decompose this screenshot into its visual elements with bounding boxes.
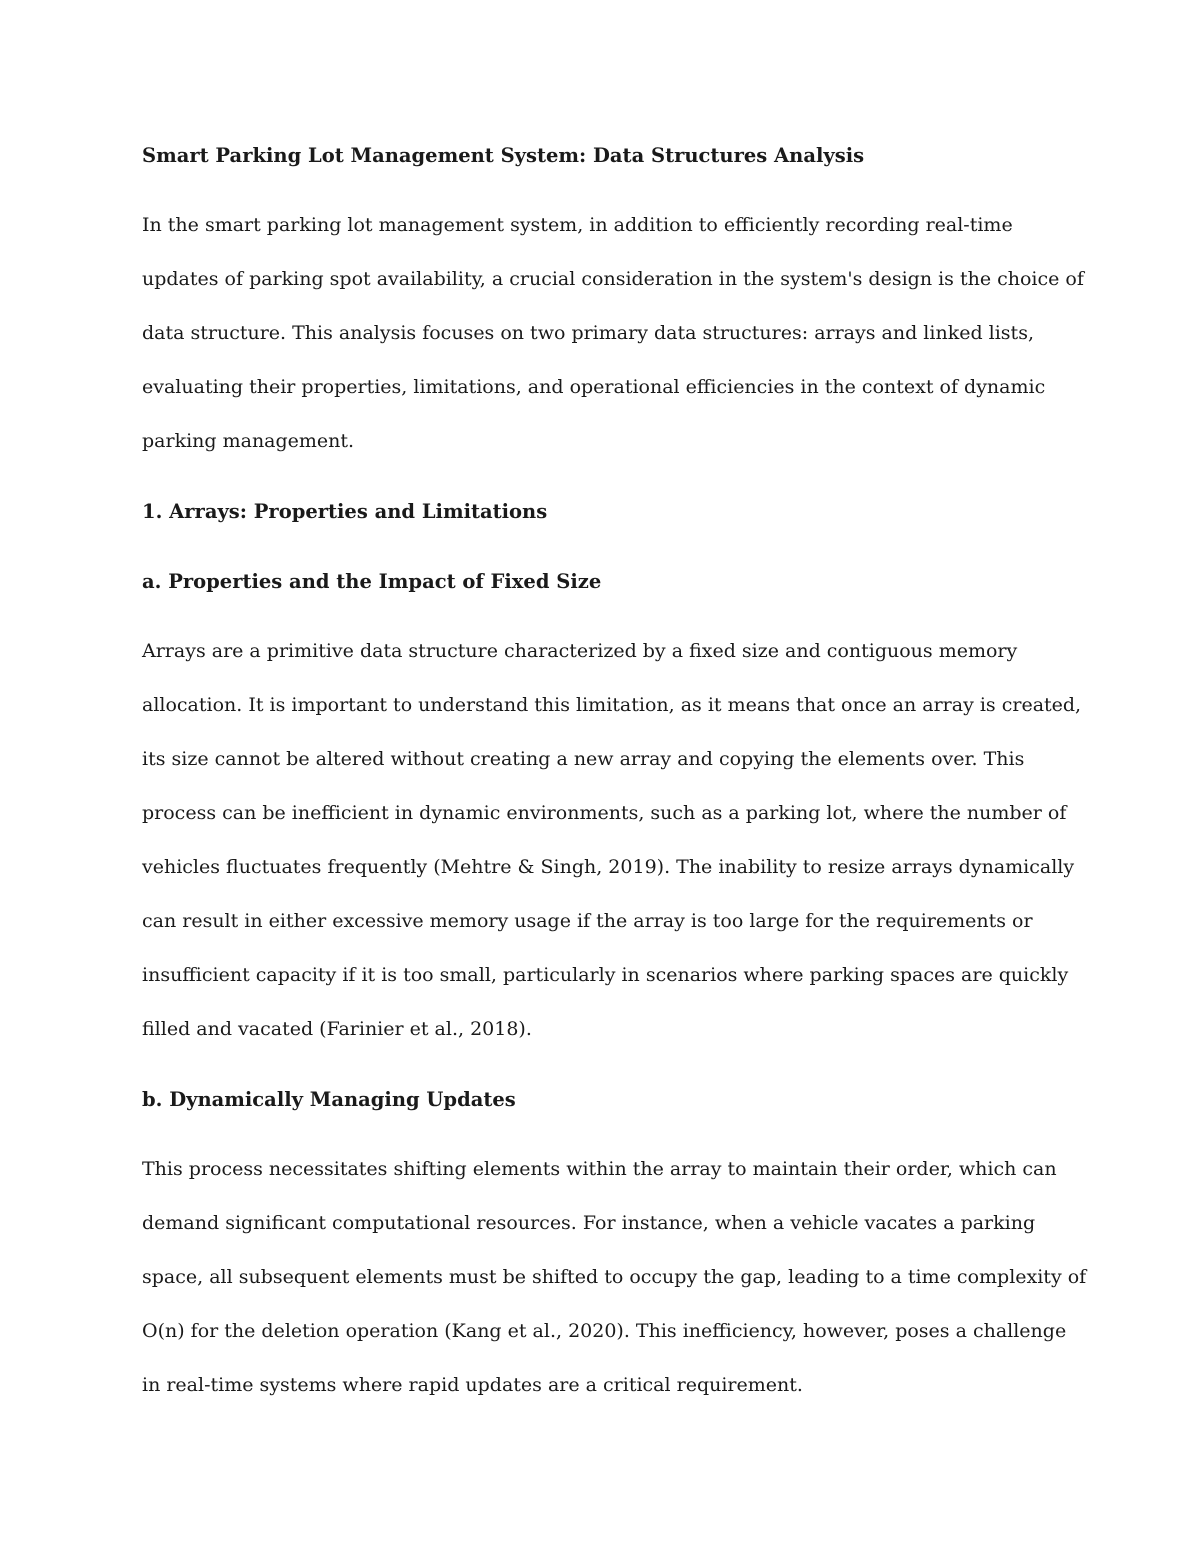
subsection-a-line-1: Arrays are a primitive data structure characterized by a fixed size and contiguous memory <box>142 640 1018 662</box>
subsection-a-line-2: allocation. It is important to understand this limitation, as it means that once an array is created, <box>142 694 1082 716</box>
subsection-a-line-7: insufficient capacity if it is too small, particularly in scenarios where parking spaces are quickly <box>142 964 1069 986</box>
subsection-b-line-5: in real-time systems where rapid updates are a critical requirement. <box>142 1374 803 1396</box>
document-title: Smart Parking Lot Management System: Data Structures Analysis <box>142 144 865 167</box>
subsection-b-line-4: O(n) for the deletion operation (Kang et al., 2020). This inefficiency, however, poses a challenge <box>142 1320 1067 1342</box>
intro-line-5: parking management. <box>142 430 355 452</box>
subsection-a-line-8: filled and vacated (Farinier et al., 2018). <box>142 1018 532 1040</box>
subsection-a-line-3: its size cannot be altered without creating a new array and copying the elements over. This <box>142 748 1025 770</box>
subsection-a-line-5: vehicles fluctuates frequently (Mehtre & Singh, 2019). The inability to resize arrays dynamically <box>142 856 1075 878</box>
subsection-a-line-4: process can be inefficient in dynamic environments, such as a parking lot, where the number of <box>142 802 1067 824</box>
intro-line-2: updates of parking spot availability, a crucial consideration in the system's design is the choice of <box>142 268 1084 290</box>
subsection-b-line-2: demand significant computational resources. For instance, when a vehicle vacates a parking <box>142 1212 1036 1234</box>
subsection-b-line-3: space, all subsequent elements must be shifted to occupy the gap, leading to a time complexity of <box>142 1266 1087 1288</box>
subsection-a-line-6: can result in either excessive memory usage if the array is too large for the requirements or <box>142 910 1033 932</box>
intro-line-4: evaluating their properties, limitations, and operational efficiencies in the context of dynamic <box>142 376 1046 398</box>
subsection-heading-updates: b. Dynamically Managing Updates <box>142 1088 516 1111</box>
intro-line-3: data structure. This analysis focuses on two primary data structures: arrays and linked lists, <box>142 322 1034 344</box>
subsection-heading-fixed-size: a. Properties and the Impact of Fixed Size <box>142 570 602 593</box>
intro-line-1: In the smart parking lot management system, in addition to efficiently recording real-time <box>142 214 1013 236</box>
subsection-b-line-1: This process necessitates shifting elements within the array to maintain their order, which can <box>142 1158 1057 1180</box>
section-heading-arrays: 1. Arrays: Properties and Limitations <box>142 500 548 523</box>
